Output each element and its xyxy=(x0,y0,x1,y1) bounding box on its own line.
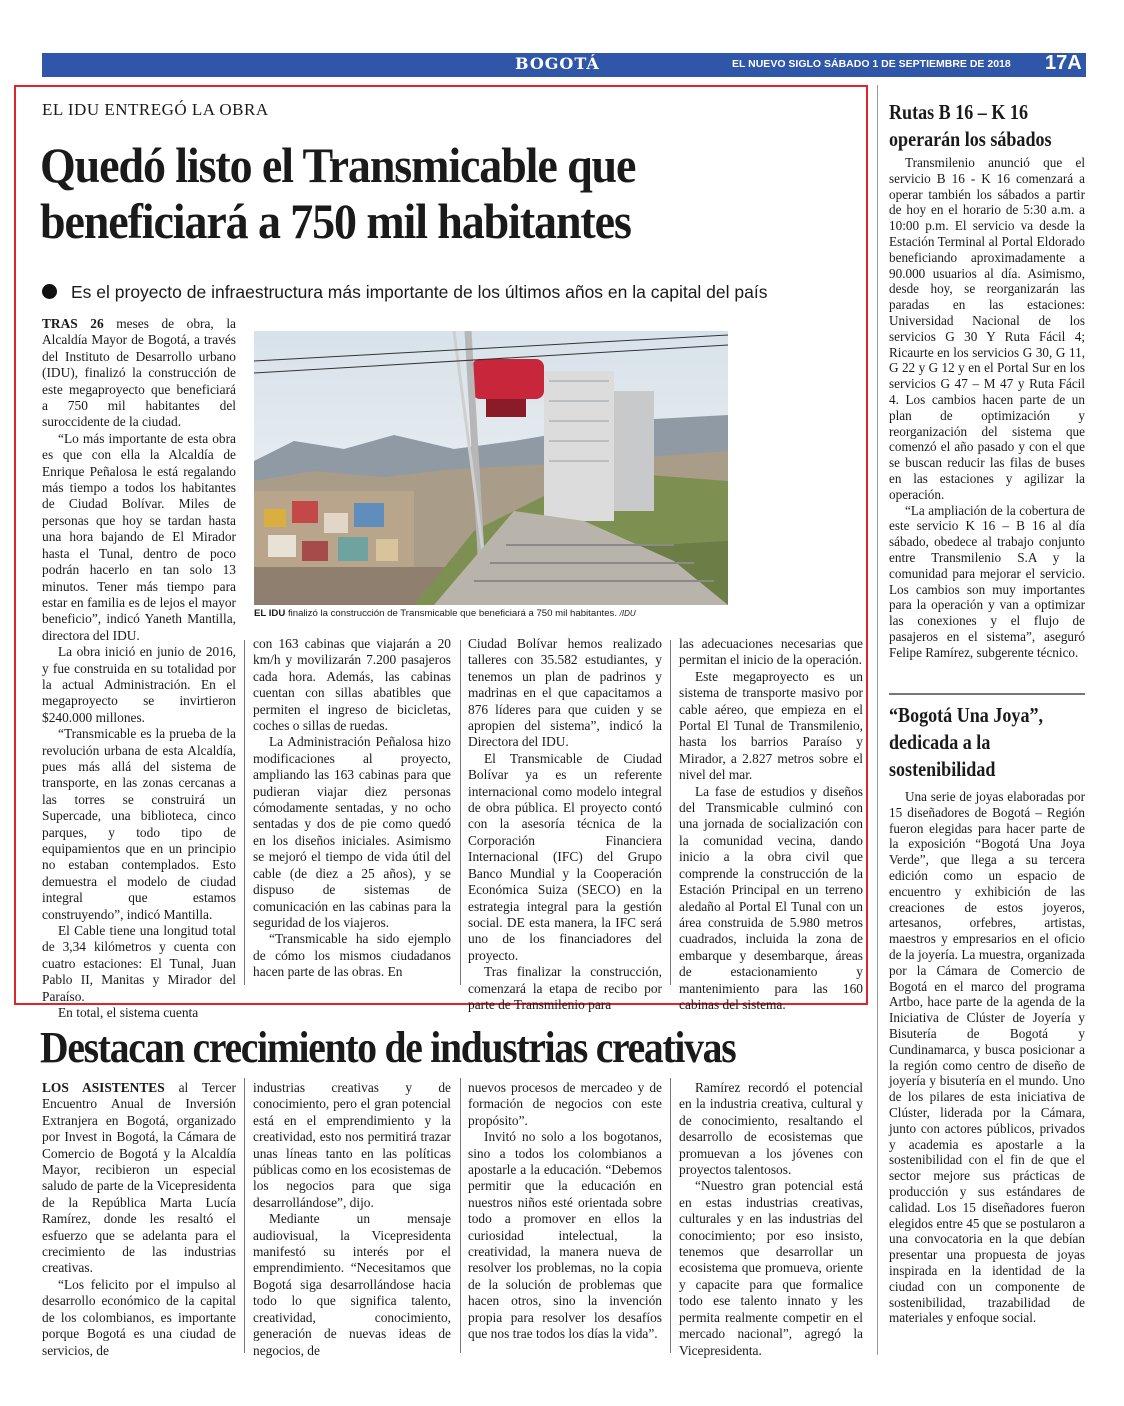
subheadline xyxy=(42,282,872,303)
main-column-2 xyxy=(253,636,451,981)
paragraph: Transmilenio anunció que el servicio B 16 - K 16 comenzará a operar también los sábados a partir de hoy en el horario de 5:30 a.m. a 10:00 p.m. El servicio va desde la Estación Terminal al Portal Eldorado beneficiando aproximadamente a 90.000 usuarios al día. Asimismo, desde hoy, se reorganizarán las paradas en las estaciones: Universidad Nacional de los servicios G 30 Y Ruta Fácil 4; Ricaurte en los servicios G 30, G 11, G 22 y G 12 y en el Portal Sur en los servicios G 47 – M 47 y Ruta Fácil 4. Los cambios hacen parte de un plan de optimización y reorganización del sistema que comenzó el año pasado y con el que se buscan reducir las filas de buses en las estaciones y agilizar la operación. xyxy=(889,155,1085,502)
page-number: 17A xyxy=(1045,52,1082,74)
paragraph: industrias creativas y de conocimiento, pero el gran potencial está en el emprendimiento y la creatividad, esto nos permitirá trazar unas líneas tanto en las políticas públicas como en los ecosistemas de los negocios para que siga desarrollándose”, dijo. xyxy=(253,1080,451,1210)
main-headline xyxy=(40,137,794,249)
paragraph: Invitó no solo a los bogotanos, sino a todos los colombianos a apostarle a la educación. “Debemos permitir que la educación en nuestros niños esté orientada sobre todo a promover en ellos la curiosidad intelectual, la creatividad, la manera nueva de resolver los problemas, no la copia de la solución de problemas que hacen otros, sino la invención propia para resolver los desafíos que nos trae todos los días la vida”. xyxy=(468,1129,662,1342)
sidebar-divider xyxy=(877,85,878,1355)
column-divider xyxy=(460,640,461,985)
second-column-3 xyxy=(468,1080,662,1343)
paragraph: nuevos procesos de mercadeo y de formación de negocios con este propósito”. xyxy=(468,1080,662,1128)
column-divider xyxy=(244,640,245,985)
sidebar-title-2: “Bogotá Una Joya”, dedicada a la sostenibilidad xyxy=(889,703,1044,781)
sidebar-separator xyxy=(889,693,1085,695)
column-divider xyxy=(244,1078,245,1353)
sidebar-story-2 xyxy=(889,789,1085,1326)
paper-date: EL NUEVO SIGLO SÁBADO 1 DE SEPTIEMBRE DE 2018 xyxy=(732,58,1011,70)
second-column-1 xyxy=(42,1080,236,1359)
column-divider xyxy=(670,1078,671,1353)
second-column-2 xyxy=(253,1080,451,1359)
paragraph: Ramírez recordó el potencial en la industria creativa, cultural y de conocimiento, resaltando el desarrollo de ecosistemas que promuevan a los jóvenes con proyectos talentosos. xyxy=(679,1080,863,1178)
paragraph: “Transmicable ha sido ejemplo de cómo los mismos ciudadanos hacen parte de las obras. En xyxy=(253,931,451,980)
paragraph: Tras finalizar la construcción, comenzará la etapa de recibo por parte de Transmilenio para xyxy=(468,964,662,1012)
paragraph: “Los felicito por el impulso al desarrollo económico de la capital de los colombianos, es importante porque Bogotá es una ciudad de servicios, de xyxy=(42,1276,236,1358)
main-column-4 xyxy=(679,636,863,1013)
headline-line-2: beneficiará a 750 mil habitantes xyxy=(40,193,631,249)
sidebar-title-1: Rutas B 16 – K 16 operarán los sábados xyxy=(889,100,1052,151)
sidebar-story-1 xyxy=(889,155,1085,661)
paragraph: La Administración Peñalosa hizo modificaciones al proyecto, ampliando las 163 cabinas para que pudieran viajar diez personas cómodamente sentadas, y no ocho sentadas y dos de pie como quedó en los diseños iniciales. Asimismo se mejoró el tiempo de vida útil del cable (de diez a 25 años), y se dispuso de sistemas de comunicación en las cabinas para la seguridad de los viajeros. xyxy=(253,734,451,930)
paragraph: El Cable tiene una longitud total de 3,34 kilómetros y cuenta con cuatro estaciones: El Tunal, Juan Pablo II, Manitas y Mirador del Paraíso. xyxy=(42,923,236,1004)
bullet-icon xyxy=(42,284,57,299)
paragraph: Una serie de joyas elaboradas por 15 diseñadores de Bogotá – Región fueron elegidas para hacer parte de la exposición “Bogotá Una Joya Verde”, que llega a su tercera edición como un espacio de encuentro y exhibición de las creaciones de estos joyeros, artesanos, orfebres, artistas, maestros y empresarios en el oficio de la joyería. La muestra, organizada por la Cámara de Comercio de Bogotá en el marco del programa Artbo, hace parte de la agenda de la Iniciativa de Clúster de Joyería y Bisutería de Bogotá y Cundinamarca, y busca posicionar a la región como centro de diseño de joyería y bisutería en el mundo. Uno de los pilares de esta iniciativa de Clúster, liderada por la Cámara, junto con actores públicos, privados y academia es apostarle a la sostenibilidad con el fin de que el sector mejore sus prácticas de producción y sus estándares de calidad. Los 15 diseñadores fueron elegidos entre 45 que se postularon a una convocatoria en la que debían presentar una propuesta de joyas inspirada en la identidad de la ciudad con un componente de sostenibilidad, trazabilidad de materiales y enfoque social. xyxy=(889,789,1085,1326)
main-column-3 xyxy=(468,636,662,1013)
paragraph: las adecuaciones necesarias que permitan el inicio de la operación. xyxy=(679,636,863,668)
main-column-1 xyxy=(42,316,236,1021)
story-kicker: EL IDU ENTREGÓ LA OBRA xyxy=(42,100,269,119)
paragraph: con 163 cabinas que viajarán a 20 km/h y movilizarán 7.200 pasajeros cada hora. Además, las cabinas cuentan con sillas abatibles que permiten el ingreso de bicicletas, coches o sillas de ruedas. xyxy=(253,636,451,734)
column-divider xyxy=(460,1078,461,1353)
paragraph: “Lo más importante de esta obra es que con ella la Alcaldía de Enrique Peñalosa le está regalando más tiempo a todos los habitantes de Ciudad Bolívar. Miles de personas que hoy se tardan hasta una hora bajando de El Mirador hasta el Tunal, dentro de poco podrán hacerlo en tan solo 13 minutos. Tener más tiempo para estar en familia es de lejos el mayor beneficio”, indicó Yaneth Mantilla, directora del IDU. xyxy=(42,430,236,643)
paragraph: “Transmicable es la prueba de la revolución urbana de esta Alcaldía, pues más allá del sistema de transporte, en las zonas cercanas a las torres se construirá un Supercade, una biblioteca, cinco parques, y todo tipo de equipamientos que en un principio no estaban contemplados. Esto demuestra el modelo de ciudad integral que estamos construyendo”, indicó Mantilla. xyxy=(42,726,236,922)
paragraph: Mediante un mensaje audiovisual, la Vicepresidenta manifestó su interés por el emprendimiento. “Necesitamos que Bogotá siga desarrollándose hacia todo lo que significa talento, creatividad, conocimiento, generación de nuevas ideas de negocios, de xyxy=(253,1211,451,1358)
second-column-4 xyxy=(679,1080,863,1359)
paragraph: Ciudad Bolívar hemos realizado talleres con 35.582 estudiantes, y tenemos un plan de padrinos y madrinas en el que capacitamos a 876 líderes para que cuiden y se apropien del sistema”, indicó la Directora del IDU. xyxy=(468,636,662,750)
photo-illustration xyxy=(254,331,728,605)
headline-line-1: Quedó listo el Transmicable que xyxy=(40,137,636,193)
photo-caption: EL IDU finalizó la construcción de Transmicable que beneficiará a 750 mil habitantes. /IDU xyxy=(254,608,636,619)
subheadline-text: Es el proyecto de infraestructura más importante de los últimos años en la capital del país xyxy=(71,282,768,302)
paragraph: Este megaproyecto es un sistema de transporte masivo por cable aéreo, que empieza en el Portal El Tunal de Transmilenio, hasta los barrios Paraíso y Mirador, a 2.827 metros sobre el nivel del mar. xyxy=(679,668,863,783)
transmicable-photo xyxy=(254,331,728,605)
paragraph: En total, el sistema cuenta xyxy=(58,1005,199,1021)
paragraph: TRAS 26 meses de obra, la Alcaldía Mayor de Bogotá, a través del Instituto de Desarrollo urbano (IDU), finalizó la construcción de este megaproyecto que beneficiará a 750 mil habitantes del suroccidente de la ciudad. xyxy=(42,316,236,430)
column-divider xyxy=(670,640,671,985)
paragraph: El Transmicable de Ciudad Bolívar ya es un referente internacional como modelo integral de obra pública. El proyecto contó con la asesoría técnica de la Corporación Financiera Internacional (IFC) del Grupo Banco Mundial y la Cooperación Económica Suiza (SECO) en la estrategia integral para la gestión social. DE esta manera, la IFC será uno de los financiadores del proyecto. xyxy=(468,750,662,963)
paragraph: La obra inició en junio de 2016, y fue construida en su totalidad por la actual Administración. En el megaproyecto se invirtieron $240.000 millones. xyxy=(42,644,236,725)
second-headline: Destacan crecimiento de industrias creativas xyxy=(40,1023,736,1072)
section-name: BOGOTÁ xyxy=(515,54,600,73)
paragraph: LOS ASISTENTES al Tercer Encuentro Anual de Inversión Extranjera en Bogotá, organizado por Invest in Bogotá, la Cámara de Comercio de Bogotá y la Alcaldía Mayor, recibieron un especial saludo de parte de la Vicepresidenta de la República Marta Lucía Ramírez, donde les resaltó el esfuerzo que se adelanta para el crecimiento de las industrias creativas. xyxy=(42,1080,236,1276)
paragraph: La fase de estudios y diseños del Transmicable culminó con una jornada de socialización con la comunidad vecina, dando inicio a la obra civil que comprende la construcción de la Estación Principal en un terreno aledaño al Portal El Tunal con un área construida de 5.980 metros cuadrados, incluida la zona de embarque y desembarque, áreas de estacionamiento y mantenimiento para las 160 cabinas del sistema. xyxy=(679,783,863,1012)
paragraph: “Nuestro gran potencial está en estas industrias creativas, culturales y en las industrias del conocimiento; por eso insisto, tenemos que desarrollar un ecosistema que promueva, oriente y capacite para que formalice todo ese talento innato y les permita realmente competir en el mercado nacional”, agregó la Vicepresidenta. xyxy=(679,1178,863,1358)
paragraph: “La ampliación de la cobertura de este servicio K 16 – B 16 al día sábado, obedece al trabajo conjunto entre Transmilenio S.A y la comunidad para mejorar el servicio. Los cambios son muy importantes para la operación y van a optimizar las conexiones y el flujo de pasajeros en el sistema”, aseguró Felipe Ramírez, subgerente técnico. xyxy=(889,502,1085,660)
